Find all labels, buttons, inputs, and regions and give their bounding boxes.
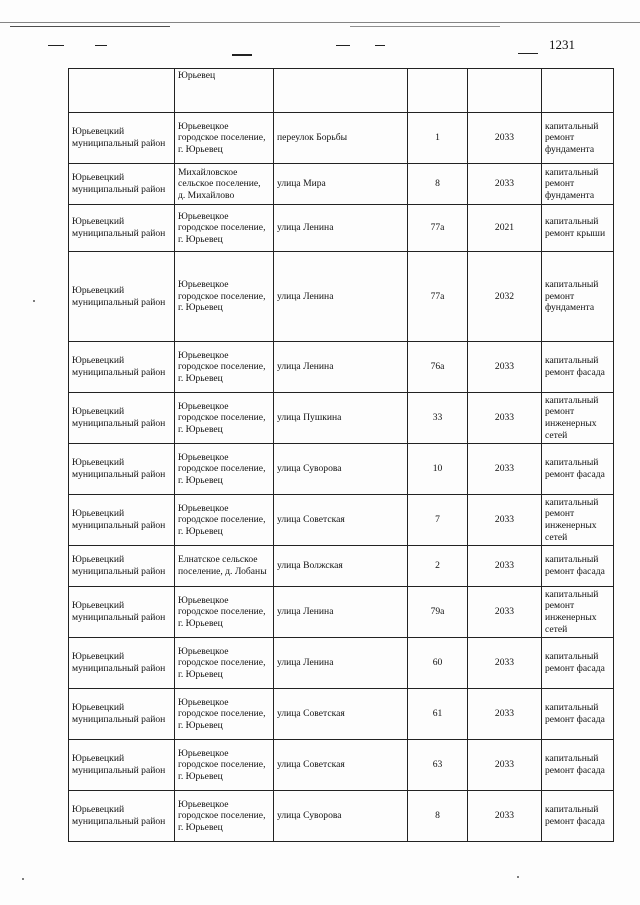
cell-house: 77а (408, 205, 468, 252)
table-row (69, 342, 614, 393)
cell-house: 77а (408, 252, 468, 342)
cell-work: капитальный ремонт фасада (542, 740, 614, 791)
cell-district: Юрьевецкий муниципальный район (69, 546, 175, 587)
cell-district: Юрьевецкий муниципальный район (69, 444, 175, 495)
scan-artifact-line (95, 45, 107, 46)
cell-house: 7 (408, 495, 468, 546)
cell-work: капитальный ремонт фасада (542, 342, 614, 393)
cell-district: Юрьевецкий муниципальный район (69, 393, 175, 444)
cell-year: 2033 (468, 113, 542, 164)
cell-house: 76а (408, 342, 468, 393)
cell-street: улица Советская (274, 495, 408, 546)
table-row (69, 393, 614, 444)
cell-work: капитальный ремонт инженерных сетей (542, 495, 614, 546)
housing-repair-table (68, 68, 614, 842)
table-row (69, 495, 614, 546)
cell-settlement: Юрьевецкое городское поселение, г. Юрьевец (175, 444, 274, 495)
cell-street: улица Ленина (274, 205, 408, 252)
cell-house: 61 (408, 689, 468, 740)
cell-year (468, 69, 542, 113)
cell-settlement: Юрьевецкое городское поселение, г. Юрьевец (175, 205, 274, 252)
cell-year: 2033 (468, 393, 542, 444)
cell-year: 2033 (468, 740, 542, 791)
cell-house: 8 (408, 164, 468, 205)
table-row (69, 791, 614, 842)
cell-street: улица Ленина (274, 342, 408, 393)
table-row (69, 252, 614, 342)
cell-year: 2033 (468, 164, 542, 205)
scan-artifact-line (336, 45, 350, 46)
cell-street: улица Пушкина (274, 393, 408, 444)
cell-year: 2033 (468, 638, 542, 689)
cell-district: Юрьевецкий муниципальный район (69, 495, 175, 546)
table-row (69, 546, 614, 587)
cell-house: 79а (408, 587, 468, 638)
cell-house: 1 (408, 113, 468, 164)
cell-settlement: Михайловское сельское поселение, д. Михайлово (175, 164, 274, 205)
scan-artifact-line (232, 54, 252, 56)
cell-house: 10 (408, 444, 468, 495)
cell-district: Юрьевецкий муниципальный район (69, 689, 175, 740)
cell-work: капитальный ремонт фасада (542, 444, 614, 495)
cell-settlement: Юрьевецкое городское поселение, г. Юрьевец (175, 393, 274, 444)
cell-street: улица Ленина (274, 252, 408, 342)
cell-settlement: Юрьевецкое городское поселение, г. Юрьевец (175, 495, 274, 546)
table-row (69, 444, 614, 495)
cell-street: улица Суворова (274, 791, 408, 842)
cell-work: капитальный ремонт инженерных сетей (542, 587, 614, 638)
table-row (69, 164, 614, 205)
cell-street: улица Ленина (274, 638, 408, 689)
cell-district: Юрьевецкий муниципальный район (69, 113, 175, 164)
table-row (69, 205, 614, 252)
cell-settlement: Юрьевецкое городское поселение, г. Юрьевец (175, 740, 274, 791)
cell-settlement: Елнатское сельское поселение, д. Лобаны (175, 546, 274, 587)
cell-work (542, 69, 614, 113)
cell-district: Юрьевецкий муниципальный район (69, 587, 175, 638)
cell-street: улица Ленина (274, 587, 408, 638)
cell-settlement: Юрьевецкое городское поселение, г. Юрьевец (175, 587, 274, 638)
cell-house: 63 (408, 740, 468, 791)
cell-street (274, 69, 408, 113)
cell-street: переулок Борьбы (274, 113, 408, 164)
cell-street: улица Советская (274, 740, 408, 791)
cell-settlement: Юрьевецкое городское поселение, г. Юрьевец (175, 791, 274, 842)
cell-house: 2 (408, 546, 468, 587)
cell-year: 2033 (468, 495, 542, 546)
cell-year: 2033 (468, 444, 542, 495)
table-row (69, 638, 614, 689)
cell-district: Юрьевецкий муниципальный район (69, 791, 175, 842)
cell-settlement: Юрьевец (175, 69, 274, 113)
cell-work: капитальный ремонт фасада (542, 791, 614, 842)
cell-work: капитальный ремонт фасада (542, 638, 614, 689)
cell-work: капитальный ремонт фундамента (542, 252, 614, 342)
scan-artifact-line (518, 53, 538, 54)
cell-settlement: Юрьевецкое городское поселение, г. Юрьевец (175, 252, 274, 342)
cell-house: 33 (408, 393, 468, 444)
cell-year: 2033 (468, 689, 542, 740)
cell-district: Юрьевецкий муниципальный район (69, 252, 175, 342)
cell-street: улица Мира (274, 164, 408, 205)
cell-house: 8 (408, 791, 468, 842)
cell-district: Юрьевецкий муниципальный район (69, 205, 175, 252)
cell-year: 2033 (468, 791, 542, 842)
cell-district: Юрьевецкий муниципальный район (69, 164, 175, 205)
cell-year: 2021 (468, 205, 542, 252)
cell-settlement: Юрьевецкое городское поселение, г. Юрьевец (175, 113, 274, 164)
cell-work: капитальный ремонт крыши (542, 205, 614, 252)
table-row (69, 740, 614, 791)
scan-artifact-line (48, 45, 64, 46)
cell-street: улица Советская (274, 689, 408, 740)
cell-street: улица Суворова (274, 444, 408, 495)
cell-work: капитальный ремонт фасада (542, 546, 614, 587)
cell-house (408, 69, 468, 113)
scan-artifact-line (375, 45, 385, 46)
cell-district (69, 69, 175, 113)
cell-year: 2032 (468, 252, 542, 342)
scan-speck (517, 876, 519, 878)
scan-artifact-line (10, 26, 170, 27)
cell-year: 2033 (468, 546, 542, 587)
page-number: 1231 (549, 37, 575, 52)
scan-artifact-line (350, 26, 500, 27)
cell-work: капитальный ремонт фасада (542, 689, 614, 740)
cell-year: 2033 (468, 342, 542, 393)
cell-district: Юрьевецкий муниципальный район (69, 740, 175, 791)
table-row (69, 587, 614, 638)
cell-year: 2033 (468, 587, 542, 638)
scan-speck (22, 878, 24, 880)
table-row (69, 689, 614, 740)
cell-work: капитальный ремонт инженерных сетей (542, 393, 614, 444)
cell-work: капитальный ремонт фундамента (542, 164, 614, 205)
table-row (69, 69, 614, 113)
cell-settlement: Юрьевецкое городское поселение, г. Юрьевец (175, 689, 274, 740)
cell-settlement: Юрьевецкое городское поселение, г. Юрьевец (175, 342, 274, 393)
table-row (69, 113, 614, 164)
cell-street: улица Волжская (274, 546, 408, 587)
cell-settlement: Юрьевецкое городское поселение, г. Юрьевец (175, 638, 274, 689)
cell-house: 60 (408, 638, 468, 689)
scan-speck (33, 300, 35, 302)
cell-district: Юрьевецкий муниципальный район (69, 342, 175, 393)
scan-artifact-line (0, 22, 640, 23)
cell-work: капитальный ремонт фундамента (542, 113, 614, 164)
cell-district: Юрьевецкий муниципальный район (69, 638, 175, 689)
